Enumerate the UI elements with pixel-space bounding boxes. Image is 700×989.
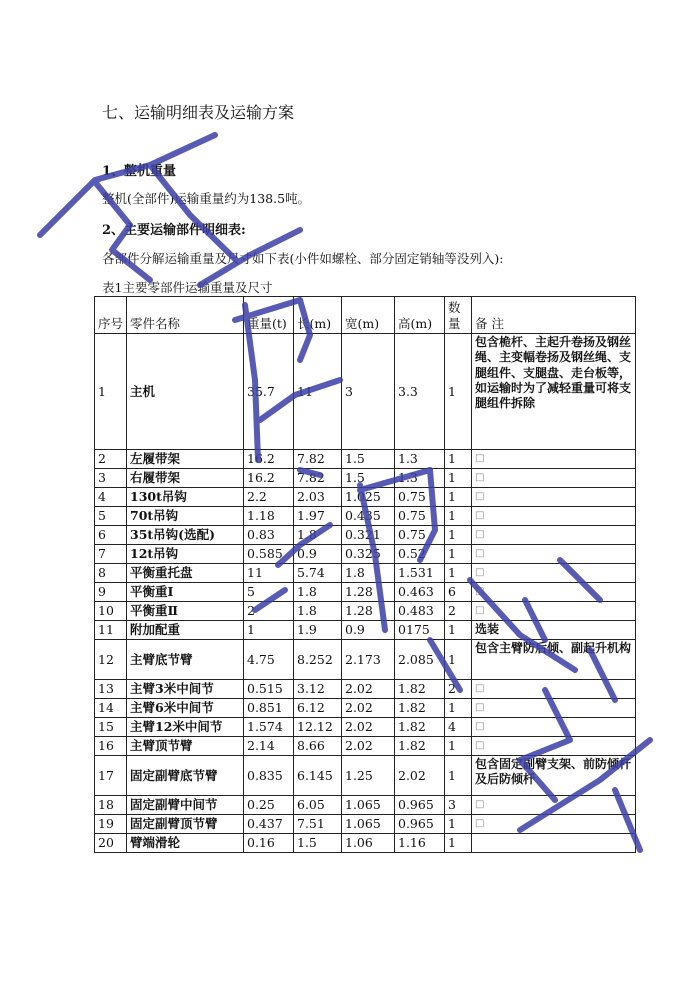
cell-qty: 1 [445,737,472,756]
cell-name: 主臂顶节臂 [127,737,244,756]
cell-no: 14 [95,699,127,718]
cell-note: □ [472,680,636,699]
weight-text: 整机(全部件)运输重量约为138.5吨。 [102,191,311,206]
cell-width: 2.173 [342,640,395,680]
cell-note: □ [472,602,636,621]
cell-weight: 0.25 [244,796,294,815]
cell-width: 1.8 [342,564,395,583]
cell-no: 17 [95,756,127,796]
cell-weight: 0.437 [244,815,294,834]
cell-name: 臂端滑轮 [127,834,244,853]
cell-width: 0.321 [342,526,395,545]
cell-width: 1.025 [342,488,395,507]
table-row [95,699,636,718]
cell-no: 1 [95,334,127,450]
cell-note: □ [472,583,636,602]
cell-width: 2.02 [342,718,395,737]
cell-weight: 2.14 [244,737,294,756]
cell-weight: 1.18 [244,507,294,526]
cell-weight: 0.851 [244,699,294,718]
cell-no: 20 [95,834,127,853]
table-caption: 表1主要零部件运输重量及尺寸 [102,280,273,295]
cell-length: 12.12 [294,718,342,737]
cell-qty: 1 [445,699,472,718]
cell-width: 1.06 [342,834,395,853]
cell-name: 主臂12米中间节 [127,718,244,737]
cell-qty: 1 [445,621,472,640]
table-row [95,450,636,469]
cell-name: 右履带架 [127,469,244,488]
cell-note: □ [472,469,636,488]
cell-height: 0.75 [395,507,445,526]
cell-length: 1.9 [294,621,342,640]
cell-height: 0175 [395,621,445,640]
cell-name: 主臂底节臂 [127,640,244,680]
cell-no: 11 [95,621,127,640]
table-row [95,621,636,640]
table-row [95,640,636,680]
cell-qty: 1 [445,469,472,488]
cell-no: 9 [95,583,127,602]
col-header-height: 高(m) [395,297,445,334]
cell-width: 0.435 [342,507,395,526]
cell-name: 35t吊钩(选配) [127,526,244,545]
cell-name: 平衡重托盘 [127,564,244,583]
cell-weight: 0.585 [244,545,294,564]
table-row [95,583,636,602]
cell-length: 1.5 [294,834,342,853]
cell-note: □ [472,718,636,737]
cell-qty: 3 [445,796,472,815]
cell-name: 主机 [127,334,244,450]
cell-name: 主臂6米中间节 [127,699,244,718]
table-row [95,564,636,583]
cell-note: □ [472,488,636,507]
col-header-length: 长(m) [294,297,342,334]
table-row [95,796,636,815]
cell-note: □ [472,737,636,756]
cell-width: 1.065 [342,815,395,834]
cell-weight: 0.835 [244,756,294,796]
table-row [95,545,636,564]
cell-weight: 2 [244,602,294,621]
col-header-width: 宽(m) [342,297,395,334]
cell-qty: 2 [445,680,472,699]
cell-length: 6.145 [294,756,342,796]
cell-note: □ [472,699,636,718]
cell-note: □ [472,526,636,545]
table-row [95,469,636,488]
table-row [95,507,636,526]
cell-length: 1.97 [294,507,342,526]
cell-length: 8.252 [294,640,342,680]
cell-qty: 1 [445,450,472,469]
cell-note [472,834,636,853]
cell-name: 平衡重Ⅱ [127,602,244,621]
cell-name: 130t吊钩 [127,488,244,507]
cell-note: □ [472,564,636,583]
cell-qty: 1 [445,507,472,526]
parts-heading: 2、主要运输部件明细表: [102,223,246,238]
cell-qty: 2 [445,602,472,621]
cell-height: 0.52 [395,545,445,564]
cell-length: 1.8 [294,602,342,621]
cell-weight: 11 [244,564,294,583]
cell-width: 1.065 [342,796,395,815]
cell-qty: 1 [445,564,472,583]
cell-length: 7.82 [294,450,342,469]
cell-weight: 4.75 [244,640,294,680]
cell-weight: 0.83 [244,526,294,545]
cell-height: 1.82 [395,718,445,737]
cell-name: 附加配重 [127,621,244,640]
cell-height: 1.531 [395,564,445,583]
cell-note: □ [472,545,636,564]
cell-no: 8 [95,564,127,583]
cell-height: 3.3 [395,334,445,450]
table-row [95,815,636,834]
parts-intro: 各部件分解运输重量及尺寸如下表(小件如螺栓、部分固定销轴等没列入): [102,251,504,266]
cell-length: 11 [294,334,342,450]
cell-height: 0.75 [395,526,445,545]
cell-height: 2.02 [395,756,445,796]
cell-no: 12 [95,640,127,680]
cell-no: 15 [95,718,127,737]
cell-height: 0.463 [395,583,445,602]
cell-width: 2.02 [342,699,395,718]
cell-qty: 1 [445,526,472,545]
cell-qty: 6 [445,583,472,602]
parts-table [94,296,636,853]
cell-no: 7 [95,545,127,564]
cell-width: 1.28 [342,583,395,602]
cell-length: 0.9 [294,545,342,564]
table-row [95,680,636,699]
cell-height: 1.3 [395,450,445,469]
cell-qty: 1 [445,640,472,680]
weight-heading: 1、整机重量 [102,164,177,179]
cell-name: 固定副臂中间节 [127,796,244,815]
cell-length: 7.51 [294,815,342,834]
col-header-no: 序号 [95,297,127,334]
cell-height: 2.085 [395,640,445,680]
cell-length: 1.8 [294,526,342,545]
cell-name: 70t吊钩 [127,507,244,526]
cell-name: 固定副臂底节臂 [127,756,244,796]
cell-width: 1.25 [342,756,395,796]
cell-width: 0.9 [342,621,395,640]
cell-qty: 4 [445,718,472,737]
cell-no: 18 [95,796,127,815]
cell-height: 1.3 [395,469,445,488]
cell-note: 选装 [472,621,636,640]
cell-width: 2.02 [342,737,395,756]
table-row [95,526,636,545]
cell-no: 2 [95,450,127,469]
table-row [95,756,636,796]
cell-qty: 1 [445,545,472,564]
table-row [95,602,636,621]
cell-width: 1.5 [342,450,395,469]
cell-name: 固定副臂顶节臂 [127,815,244,834]
cell-name: 左履带架 [127,450,244,469]
cell-weight: 1.574 [244,718,294,737]
cell-note: 包含固定副臂支架、前防倾杆及后防倾杆 [472,756,636,796]
cell-width: 1.28 [342,602,395,621]
cell-no: 3 [95,469,127,488]
cell-name: 主臂3米中间节 [127,680,244,699]
cell-no: 10 [95,602,127,621]
cell-qty: 1 [445,334,472,450]
col-header-weight: 重量(t) [244,297,294,334]
cell-length: 6.05 [294,796,342,815]
cell-width: 1.5 [342,469,395,488]
cell-no: 16 [95,737,127,756]
cell-no: 13 [95,680,127,699]
cell-height: 0.965 [395,796,445,815]
col-header-note: 备 注 [472,297,636,334]
cell-length: 3.12 [294,680,342,699]
cell-length: 6.12 [294,699,342,718]
cell-width: 3 [342,334,395,450]
section-title: 七、运输明细表及运输方案 [102,103,295,122]
cell-weight: 16.2 [244,450,294,469]
cell-name: 平衡重Ⅰ [127,583,244,602]
cell-note: 包含桅杆、主起升卷扬及钢丝绳、主变幅卷扬及钢丝绳、支腿组件、支腿盘、走台板等，如运输时为了减轻重量可将支腿组件拆除 [472,334,636,450]
cell-length: 1.8 [294,583,342,602]
col-header-name: 零件名称 [127,297,244,334]
cell-height: 0.483 [395,602,445,621]
cell-length: 2.03 [294,488,342,507]
cell-length: 7.82 [294,469,342,488]
cell-width: 2.02 [342,680,395,699]
table-row [95,718,636,737]
cell-no: 4 [95,488,127,507]
table-header-row [95,297,636,334]
cell-note: 包含主臂防后倾、副起升机构 [472,640,636,680]
cell-length: 5.74 [294,564,342,583]
cell-note: □ [472,815,636,834]
cell-weight: 0.16 [244,834,294,853]
cell-weight: 0.515 [244,680,294,699]
table-row [95,334,636,450]
cell-note: □ [472,450,636,469]
table-row [95,737,636,756]
cell-height: 1.16 [395,834,445,853]
cell-weight: 35.7 [244,334,294,450]
cell-height: 1.82 [395,737,445,756]
cell-length: 8.66 [294,737,342,756]
col-header-qty: 数量 [445,297,472,334]
table-row [95,488,636,507]
cell-no: 19 [95,815,127,834]
cell-name: 12t吊钩 [127,545,244,564]
cell-qty: 1 [445,815,472,834]
cell-no: 5 [95,507,127,526]
cell-note: □ [472,796,636,815]
cell-width: 0.325 [342,545,395,564]
cell-qty: 1 [445,834,472,853]
table-row [95,834,636,853]
cell-weight: 2.2 [244,488,294,507]
cell-height: 0.75 [395,488,445,507]
table-body [95,334,636,853]
cell-weight: 16.2 [244,469,294,488]
cell-height: 1.82 [395,699,445,718]
cell-no: 6 [95,526,127,545]
cell-qty: 1 [445,756,472,796]
cell-height: 0.965 [395,815,445,834]
cell-weight: 5 [244,583,294,602]
cell-weight: 1 [244,621,294,640]
cell-qty: 1 [445,488,472,507]
cell-height: 1.82 [395,680,445,699]
cell-note: □ [472,507,636,526]
